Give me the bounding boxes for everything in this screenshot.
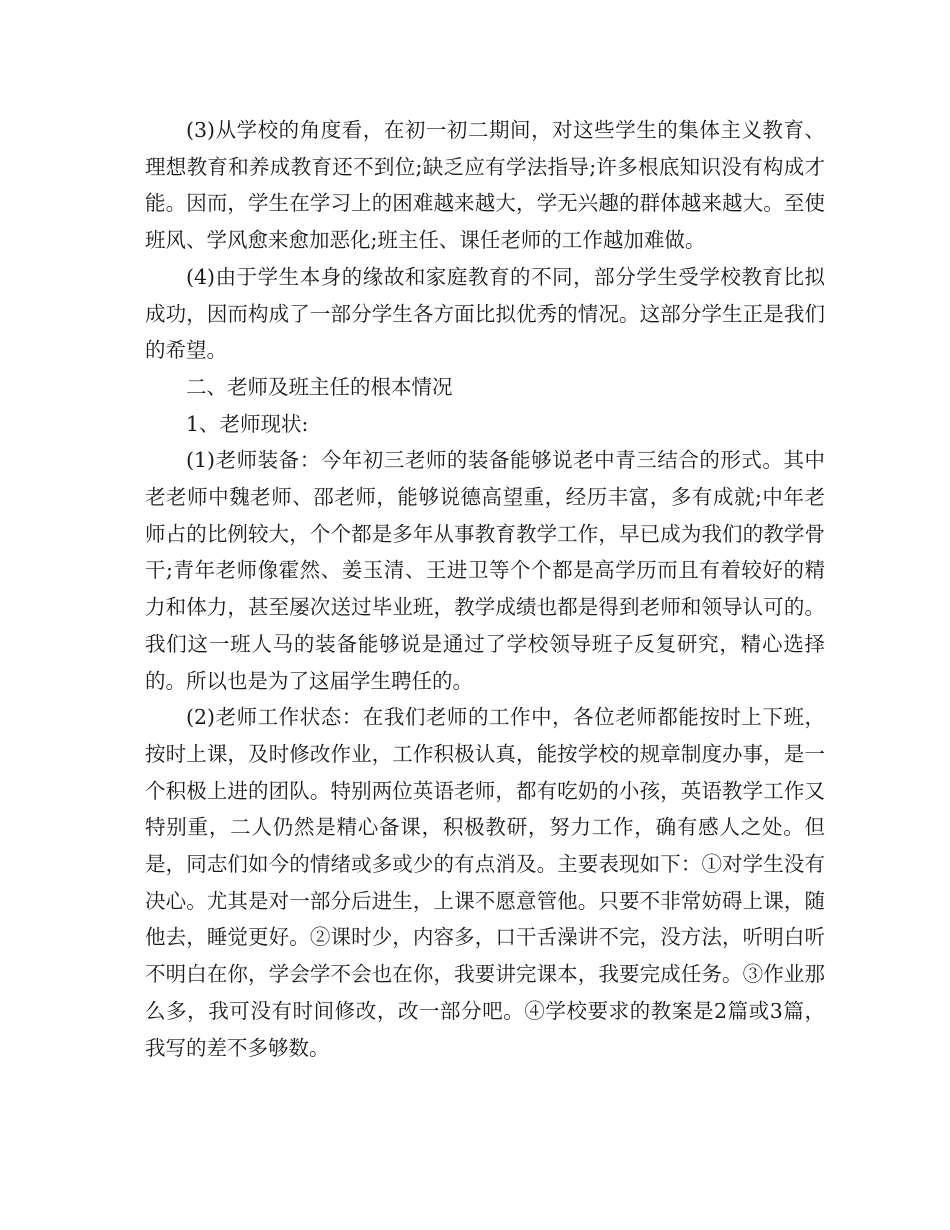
document-page bbox=[145, 112, 825, 1066]
paragraph-student-background: (4)由于学生本身的缘故和家庭教育的不同，部分学生受学校教育比拟成功，因而构成了一部分学生各方面比拟优秀的情况。这部分学生正是我们的希望。 bbox=[145, 264, 825, 363]
paragraph-school-perspective: (3)从学校的角度看，在初一初二期间，对这些学生的集体主义教育、理想教育和养成教育还不到位;缺乏应有学法指导;许多根底知识没有构成才能。因而，学生在学习上的困难越来越大，学无兴趣的群体越来越大。至使班风、学风愈来愈加恶化;班主任、课任老师的工作越加难做。 bbox=[145, 118, 825, 253]
paragraph-teacher-staffing: (1)老师装备：今年初三老师的装备能够说老中青三结合的形式。其中老老师中魏老师、邵老师，能够说德高望重，经历丰富，多有成就;中年老师占的比例较大，个个都是多年从事教育教学工作，早已成为我们的教学骨干;青年老师像霍然、姜玉清、王进卫等个个都是高学历而且有着较好的精力和体力，甚至屡次送过毕业班，教学成绩也都是得到老师和领导认可的。我们这一班人马的装备能够说是通过了学校领导班子反复研究，精心选择的。所以也是为了这届学生聘任的。 bbox=[145, 448, 825, 693]
section-heading-teachers: 二、老师及班主任的根本情况 bbox=[186, 374, 453, 399]
subheading-teacher-status: 1、老师现状: bbox=[186, 411, 309, 436]
paragraph-teacher-work-state: (2)老师工作状态：在我们老师的工作中，各位老师都能按时上下班，按时上课，及时修改作业，工作积极认真，能按学校的规章制度办事，是一个积极上进的团队。特别两位英语老师，都有吃奶的小孩，英语教学工作又特别重，二人仍然是精心备课，积极教研，努力工作，确有感人之处。但是，同志们如今的情绪或多或少的有点消及。主要表现如下：①对学生没有决心。尤其是对一部分后进生，上课不愿意管他。只要不非常妨碍上课，随他去，睡觉更好。②课时少，内容多，口干舌澡讲不完，没方法，听明白听不明白在你，学会学不会也在你，我要讲完课本，我要完成任务。③作业那么多，我可没有时间修改，改一部分吧。④学校要求的教案是2篇或3篇，我写的差不多够数。 bbox=[145, 705, 825, 1060]
